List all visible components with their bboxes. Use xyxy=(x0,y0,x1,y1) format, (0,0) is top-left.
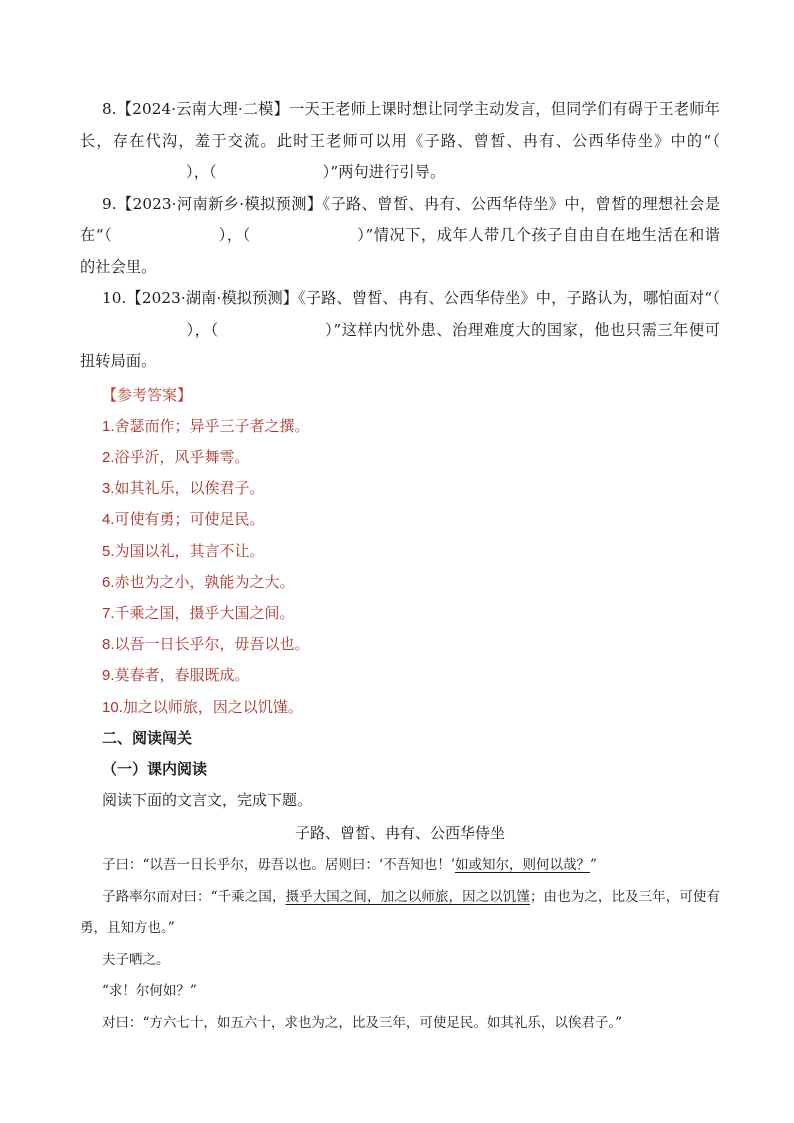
answer-item: 1.舍瑟而作；异乎三子者之撰。 xyxy=(102,417,310,435)
passage-paragraph xyxy=(80,850,720,882)
underlined-sentence: 摄乎大国之间，加之以师旅，因之以饥馑 xyxy=(285,888,530,905)
passage-text: 子路率尔而对曰：“千乘之国， xyxy=(102,888,286,905)
passage-title: 子路、曾皙、冉有、公西华侍坐 xyxy=(294,825,505,843)
underlined-sentence: 如或知尔，则何以哉？ xyxy=(454,857,590,874)
passage-text: ” xyxy=(589,857,597,874)
document-page xyxy=(80,94,720,1039)
passage-paragraph: 对曰：“方六七十，如五六十，求也为之，比及三年，可使足民。如其礼乐，以俟君子。” xyxy=(102,1014,623,1031)
answer-item: 5.为国以礼，其言不让。 xyxy=(102,542,265,560)
answer-item: 3.如其礼乐，以俟君子。 xyxy=(102,480,265,498)
answer-item: 6.赤也为之小，孰能为之大。 xyxy=(102,573,295,591)
question-text: 《子路、曾皙、冉有、公西华侍坐》中，子路认为，哪怕面对“（ xyxy=(298,289,720,307)
question-8 xyxy=(80,94,720,189)
instruction-text: 阅读下面的文言文，完成下题。 xyxy=(102,792,313,810)
answer-item: 8.以吾一日长乎尔，毋吾以也。 xyxy=(102,636,310,654)
question-text: ）”情况下，成年人带几个孩子自由自在地生活在和谐的社会里。 xyxy=(80,226,720,276)
question-text: ）”两句进行引导。 xyxy=(322,163,446,181)
question-number: 8. xyxy=(102,100,117,118)
section-heading: 二、阅读闯关 xyxy=(102,729,193,747)
answer-heading: 【参考答案】 xyxy=(102,385,193,404)
subsection-heading: （一）课内阅读 xyxy=(102,760,208,778)
question-source: 【2024·云南大理·二模】 xyxy=(116,100,290,118)
passage-text: ；由也为之，比及三年，可使有勇，且知方也。” xyxy=(80,888,721,937)
answer-item: 9.莫春者，春服既成。 xyxy=(102,667,250,685)
question-text: 《子路、曾皙、冉有、公西华侍坐》中，曾皙的理想社会是在“（ xyxy=(80,194,721,244)
question-10 xyxy=(80,283,720,378)
answer-item: 10.加之以师旅，因之以饥馑。 xyxy=(102,698,303,716)
question-source: 【2023·湖南·模拟预测】 xyxy=(126,289,299,307)
question-number: 9. xyxy=(102,194,117,213)
question-text: ）”这样内忧外患、治理难度大的国家，他也只需三年便可扭转局面。 xyxy=(80,320,720,370)
question-text: ），（ xyxy=(186,320,219,339)
answer-item: 2.浴乎沂，风乎舞雩。 xyxy=(102,448,250,466)
question-source: 【2023·河南新乡·模拟预测】 xyxy=(116,194,323,213)
answer-list xyxy=(80,411,720,723)
answer-item: 7.千乘之国，摄乎大国之间。 xyxy=(102,604,295,622)
question-text: 一天王老师上课时想让同学主动发言，但同学们有碍于王老师年长，存在代沟，羞于交流。此时王老师可以用《子路、曾皙、冉有、公西华侍坐》中的“（ xyxy=(80,100,720,150)
answer-item: 4.可使有勇；可使足民。 xyxy=(102,511,265,529)
question-number: 10. xyxy=(102,289,127,307)
passage-text: 子曰：“以吾一日长乎尔，毋吾以也。居则曰：‘不吾知也！’ xyxy=(102,857,455,874)
question-9 xyxy=(80,189,720,284)
passage-paragraph: “求！尔何如？” xyxy=(102,983,197,1000)
question-text: ），（ xyxy=(218,226,251,244)
passage-paragraph xyxy=(80,882,720,945)
passage-paragraph: 夫子哂之。 xyxy=(102,951,170,968)
question-text: ），（ xyxy=(186,163,217,181)
